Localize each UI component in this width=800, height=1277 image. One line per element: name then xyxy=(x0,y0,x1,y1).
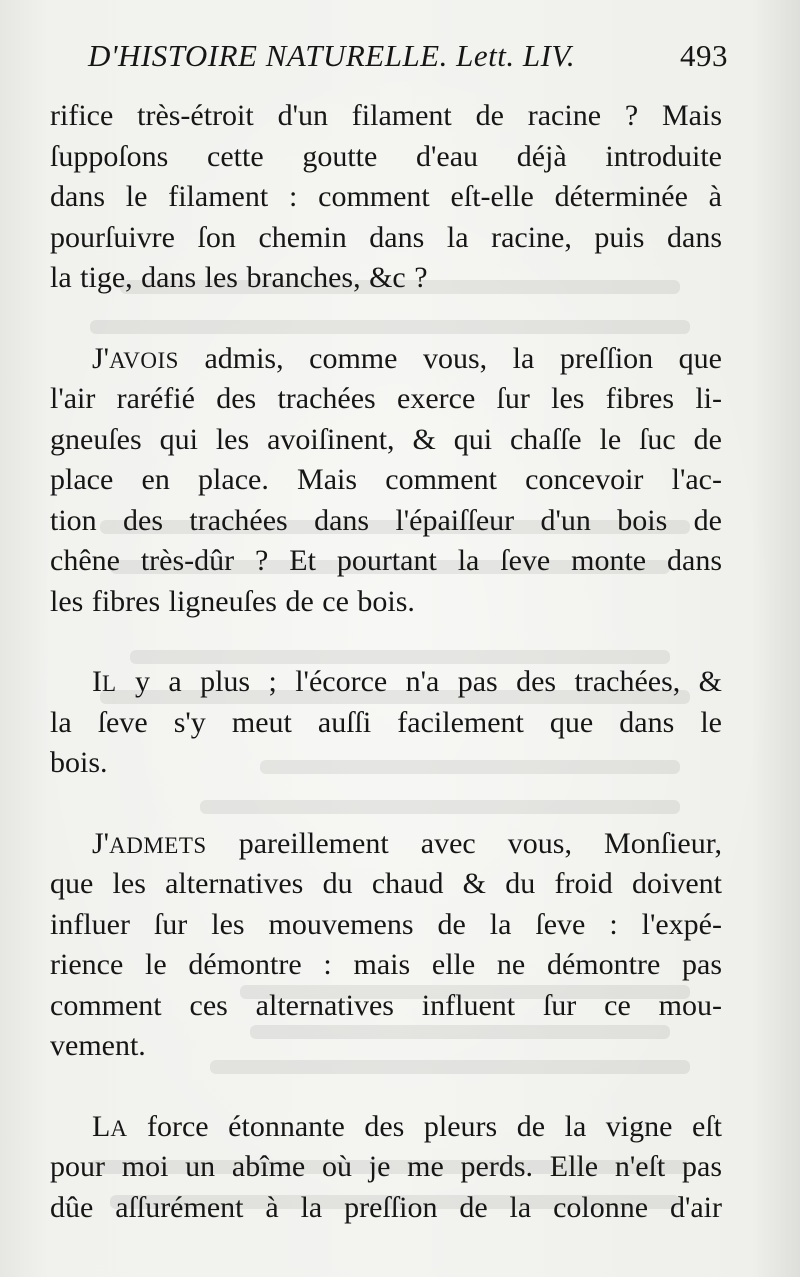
line-rest: y a plus ; l'écorce n'a pas des trachées, & xyxy=(116,665,722,698)
text-line: pourſuivre ſon chemin dans la racine, puis dans xyxy=(50,220,722,254)
paragraph-1 xyxy=(50,96,722,299)
paragraph-gap xyxy=(50,299,722,339)
small-caps-word: L xyxy=(102,671,117,696)
text-line: pour moi un abîme où je me perds. Elle n'eſt pas xyxy=(50,1150,722,1183)
text-line: les fibres ligneuſes de ce bois. xyxy=(50,584,415,618)
text-line: la tige, dans les branches, &c ? xyxy=(50,261,428,294)
line-rest: pareillement avec vous, Monſieur, xyxy=(206,826,722,860)
small-caps-word: ADMETS xyxy=(109,832,207,858)
initial-letter: J' xyxy=(92,826,110,860)
text-line-opening xyxy=(50,824,722,865)
paragraph-gap xyxy=(50,1067,722,1107)
paragraph-gap xyxy=(50,784,722,824)
initial-letter: L xyxy=(92,1109,111,1143)
running-title: D'HISTOIRE NATURELLE. Lett. LIV. xyxy=(88,38,576,73)
text-line-opening xyxy=(50,1107,722,1148)
text-line: la ſeve s'y meut auſſi facilement que dans le xyxy=(50,705,722,739)
paragraph-4 xyxy=(50,824,722,1067)
text-line: chêne très-dûr ? Et pourtant la ſeve monte dans xyxy=(50,544,722,577)
text-line: dans le filament : comment eſt-elle déterminée à xyxy=(50,180,722,213)
text-line: bois. xyxy=(50,746,108,779)
line-rest: force étonnante des pleurs de la vigne eſt xyxy=(127,1109,722,1143)
initial-letter: J' xyxy=(92,341,110,375)
text-line: rience le démontre : mais elle ne démontre pas xyxy=(50,948,722,981)
text-line: influer ſur les mouvemens de la ſeve : l'expé- xyxy=(50,907,722,941)
text-line: dûe aſſurément à la preſſion de la colonne d'air xyxy=(50,1190,722,1224)
initial-letter: I xyxy=(92,665,102,698)
page-body xyxy=(50,96,722,1228)
line-rest: admis, comme vous, la preſſion que xyxy=(178,341,722,375)
paragraph-2 xyxy=(50,339,722,623)
page-number: 493 xyxy=(680,38,728,73)
text-line-opening xyxy=(50,339,722,380)
paragraph-3 xyxy=(50,662,722,784)
running-header xyxy=(88,38,728,86)
text-line-opening xyxy=(50,662,722,703)
text-line: ſuppoſons cette goutte d'eau déjà introduite xyxy=(50,139,722,173)
text-line: place en place. Mais comment concevoir l'ac- xyxy=(50,463,722,496)
paragraph-5 xyxy=(50,1107,722,1229)
text-line: gneuſes qui les avoiſinent, & qui chaſſe le ſuc de xyxy=(50,422,722,456)
text-line: l'air raréfié des trachées exerce ſur les fibres li- xyxy=(50,382,722,415)
text-line: rifice très-étroit d'un filament de racine ? Mais xyxy=(50,99,722,132)
paragraph-gap xyxy=(50,622,722,662)
text-line: que les alternatives du chaud & du froid doivent xyxy=(50,867,722,900)
text-line: vement. xyxy=(50,1029,146,1062)
small-caps-word: A xyxy=(110,1115,128,1141)
small-caps-word: AVOIS xyxy=(109,347,179,373)
text-line: tion des trachées dans l'épaiſſeur d'un bois de xyxy=(50,503,722,537)
text-line: comment ces alternatives influent ſur ce mou- xyxy=(50,988,722,1022)
